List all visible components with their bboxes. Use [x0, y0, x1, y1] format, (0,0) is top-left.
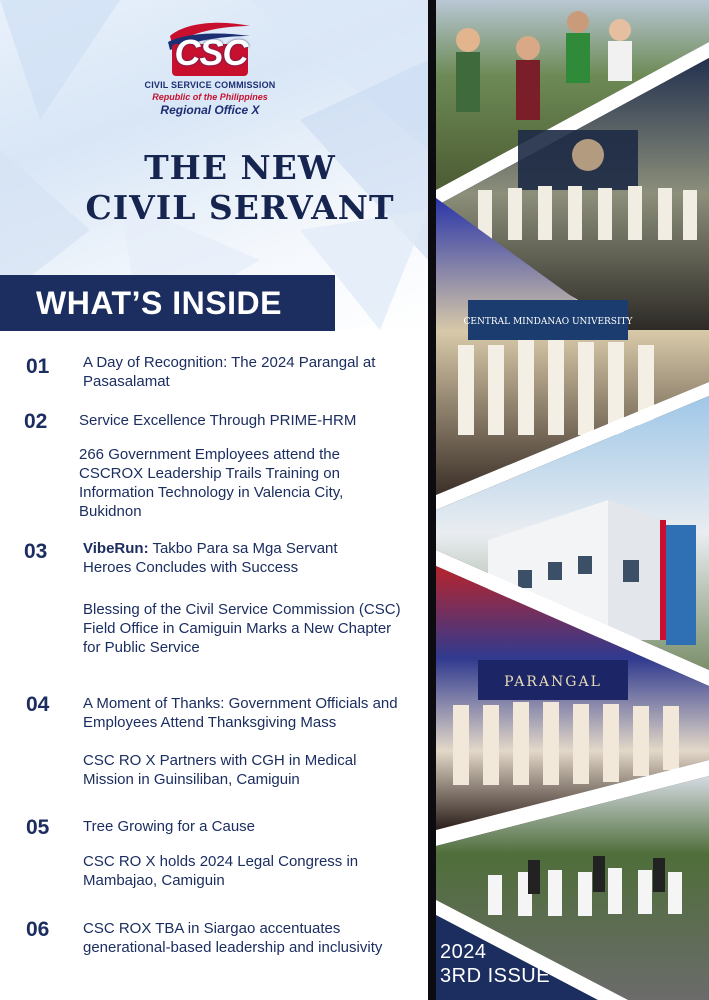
toc-article[interactable] [83, 539, 383, 577]
issue-label [440, 940, 550, 988]
toc-number: 01 [26, 355, 50, 378]
toc-article-text: CSC RO X holds 2024 Legal Congress in Mambajao, Camiguin [83, 853, 359, 889]
toc-article-text: Blessing of the Civil Service Commission (CSC) Field Office in Camiguin Marks a New Chapter for Public Service [83, 601, 401, 656]
toc-number: 04 [26, 693, 50, 716]
toc-number: 06 [26, 918, 50, 941]
toc-article-text: Tree Growing for a Cause [83, 818, 256, 835]
toc-article[interactable] [79, 411, 409, 430]
logo-abbreviation: CSC [174, 32, 248, 73]
toc-article[interactable] [79, 445, 379, 521]
issue-number: 3RD ISSUE [440, 965, 551, 987]
logo-text [130, 80, 290, 117]
toc-article-text: Takbo Para sa Mga Servant Heroes Concludes with Success [83, 540, 338, 576]
publication-title [60, 148, 420, 228]
toc-article-text: A Moment of Thanks: Government Officials and Employees Attend Thanksgiving Mass [83, 695, 398, 731]
photo-collage [428, 0, 709, 1000]
toc-article-lead: VibeRun: [83, 540, 149, 557]
toc-article-text: Service Excellence Through PRIME-HRM [79, 412, 357, 429]
toc-article[interactable] [83, 353, 403, 391]
title-line-1: THE NEW [144, 148, 336, 187]
toc-number: 05 [26, 816, 50, 839]
title-line-2: CIVIL SERVANT [85, 188, 395, 227]
toc-article-text: 266 Government Employees attend the CSCROX Leadership Trails Training on Information Technology in Valencia City, Bukidnon [79, 446, 344, 520]
toc-article[interactable] [83, 600, 403, 657]
toc-article-text: A Day of Recognition: The 2024 Parangal at Pasasalamat [83, 354, 376, 390]
toc-article[interactable] [83, 751, 393, 789]
toc-article[interactable] [83, 694, 418, 732]
toc-article[interactable] [83, 852, 383, 890]
country-name: Republic of the Philippines [152, 92, 268, 102]
cmu-caption: CENTRAL MINDANAO UNIVERSITY [463, 317, 633, 327]
toc-article-text: CSC RO X Partners with CGH in Medical Mission in Guinsiliban, Camiguin [83, 752, 357, 788]
toc-number: 03 [24, 540, 48, 563]
issue-year: 2024 [440, 941, 487, 963]
parangal-caption: PARANGAL [504, 674, 602, 690]
toc-article-text: CSC ROX TBA in Siargao accentuates generational-based leadership and inclusivity [83, 920, 383, 956]
whats-inside-heading: WHAT’S INSIDE [0, 275, 335, 331]
toc-article[interactable] [83, 919, 383, 957]
regional-office: Regional Office X [160, 103, 260, 117]
toc-article[interactable] [83, 817, 383, 836]
toc-number: 02 [24, 410, 48, 433]
org-name: CIVIL SERVICE COMMISSION [144, 80, 276, 90]
